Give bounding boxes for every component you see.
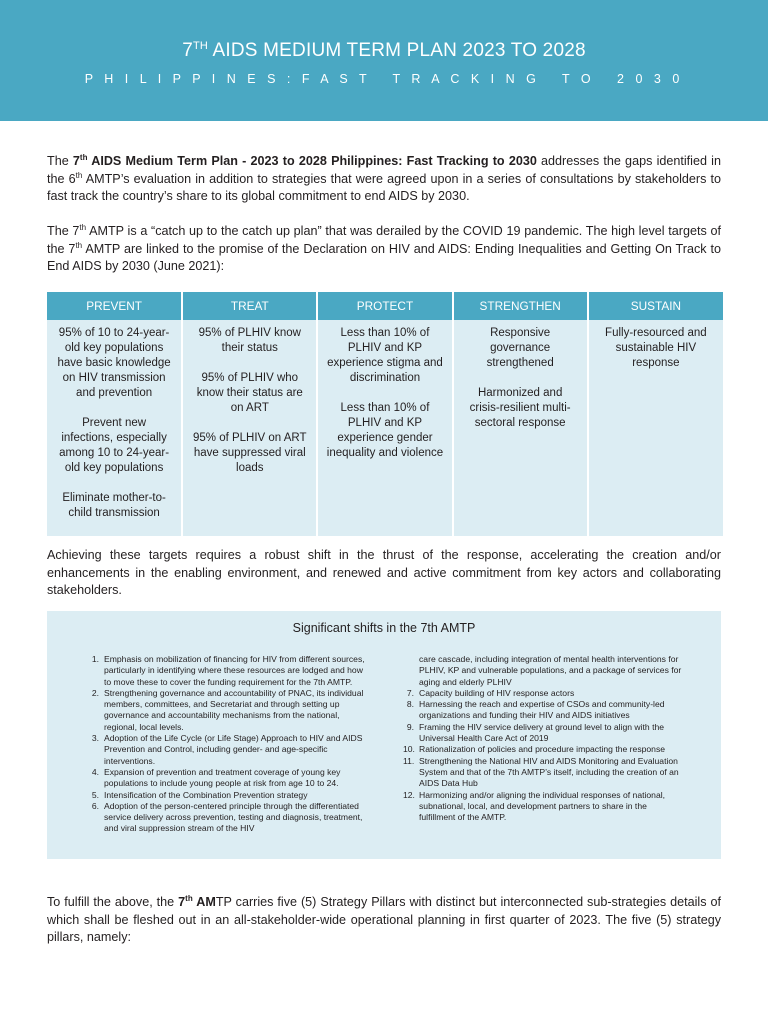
- list-item: 7. Capacity building of HIV response actors: [406, 687, 575, 698]
- achieving-paragraph: Achieving these targets requires a robust shift in the thrust of the response, accelerating the creation and/or enhancements in the enabling environment, and renewed and active commitment from key actors and collaborating stakeholders.: [47, 548, 721, 597]
- list-item: 2. Strengthening governance and accountability of PNAC, its individual members, committees, and Secretariat and through setting up governance and accountability mechanisms from the national, regional, local levels.: [91, 687, 364, 732]
- page-title: 7TH AIDS MEDIUM TERM PLAN 2023 TO 2028: [182, 40, 586, 61]
- cell-protect: [317, 320, 452, 536]
- target-item: 95% of PLHIV on ART have suppressed viral loads: [192, 432, 307, 474]
- page-subtitle: P H I L I P P I N E S : F A S T T R A C K I N G T O 2 0 3 0: [84, 72, 684, 86]
- cell-sustain: [588, 320, 723, 536]
- list-item: 4. Expansion of prevention and treatment coverage of young key populations to include young people at risk from age 10 to 24.: [91, 766, 341, 789]
- target-item: 95% of PLHIV know their status: [198, 327, 301, 354]
- intro-paragraph-1: The 7th AIDS Medium Term Plan - 2023 to 2028 Philippines: Fast Tracking to 2030 addresses the gaps identified in the 6th AMTP’s evaluation in addition to strategies that were agreed upon in a series of consultations by stakeholders to fast track the country’s share to its global commitment to end AIDS by 2030.: [47, 153, 721, 203]
- list-item: 8. Harnessing the reach and expertise of CSOs and community-led organizations and funding their HIV and AIDS initiatives: [406, 699, 665, 721]
- cell-strengthen: [453, 320, 588, 536]
- target-item: Less than 10% of PLHIV and KP experience stigma and discrimination: [327, 327, 443, 384]
- target-item: Harmonized and crisis-resilient multi-sectoral response: [469, 387, 571, 429]
- list-item: 10. Rationalization of policies and procedure impacting the response: [403, 744, 666, 755]
- cell-prevent: [47, 320, 182, 536]
- significant-shifts-box: [47, 611, 721, 859]
- targets-table: [47, 292, 723, 536]
- intro-paragraph-2: The 7th AMTP is a “catch up to the catch up plan” that was derailed by the COVID 19 pandemic. The high level targets of the 7th AMTP are linked to the promise of the Declaration on HIV and AIDS: Ending Inequalities and Getting On Track to End AIDS by 2030 (June 2021):: [47, 223, 721, 273]
- list-item: 11. Strengthening the National HIV and AIDS Monitoring and Evaluation System and that of the 7th AMTP’s itself, including the creation of an AIDS Data Hub: [403, 755, 679, 789]
- target-item: 95% of PLHIV who know their status are on ART: [196, 372, 303, 414]
- header-sustain: SUSTAIN: [588, 292, 723, 320]
- list-item: 6. Adoption of the person-centered principle through the differentiated service delivery across prevention, testing and diagnosis, treatment, and viral suppression stream of the HIV: [91, 800, 363, 834]
- list-item: 5. Intensification of the Combination Prevention strategy: [91, 789, 308, 800]
- list-item: 9. Framing the HIV service delivery at ground level to align with the Universal Health Care Act of 2019: [406, 721, 665, 744]
- cell-treat: [182, 320, 317, 536]
- target-item: Prevent new infections, especially among 10 to 24-year-old key populations: [59, 417, 170, 474]
- closing-paragraph: To fulfill the above, the 7th AMTP carries five (5) Strategy Pillars with distinct but interconnected sub-strategies details of which shall be fleshed out in an all-stakeholder-wide operational planning in first quarter of 2023. The five (5) strategy pillars, namely:: [47, 894, 721, 944]
- target-item: Eliminate mother-to-child transmission: [62, 492, 166, 519]
- list-item: 1. Emphasis on mobilization of financing for HIV from different sources, particularly in identifying where these resources are lodged and how to move these to cover the funding requirement for the 7th AMTP.: [91, 654, 365, 687]
- list-item-continued: care cascade, including integration of mental health interventions for PLHIV, KP and vulnerable populations, and a package of services for aging and elderly PLHIV: [419, 654, 682, 687]
- target-item: Less than 10% of PLHIV and KP experience gender inequality and violence: [326, 402, 444, 459]
- list-item: 3. Adoption of the Life Cycle (or Life Stage) Approach to HIV and AIDS Prevention and Control, including gender- and age-specific interventions.: [91, 733, 363, 766]
- header-banner: [0, 0, 768, 121]
- header-strengthen: STRENGTHEN: [453, 292, 588, 320]
- target-item: 95% of 10 to 24-year-old key populations have basic knowledge on HIV transmission and prevention: [57, 327, 171, 399]
- shifts-list-right: [403, 654, 683, 823]
- target-item: Responsive governance strengthened: [486, 327, 554, 369]
- shifts-title: Significant shifts in the 7th AMTP: [292, 621, 476, 635]
- shifts-list-left: [88, 654, 368, 835]
- header-prevent: PREVENT: [47, 292, 182, 320]
- target-item: Fully-resourced and sustainable HIV response: [605, 327, 707, 369]
- list-item: 12. Harmonizing and/or aligning the individual responses of national, subnational, local, and development partners to share in the fulfillment of the AMTP.: [403, 789, 666, 823]
- header-treat: TREAT: [182, 292, 317, 320]
- header-protect: PROTECT: [317, 292, 452, 320]
